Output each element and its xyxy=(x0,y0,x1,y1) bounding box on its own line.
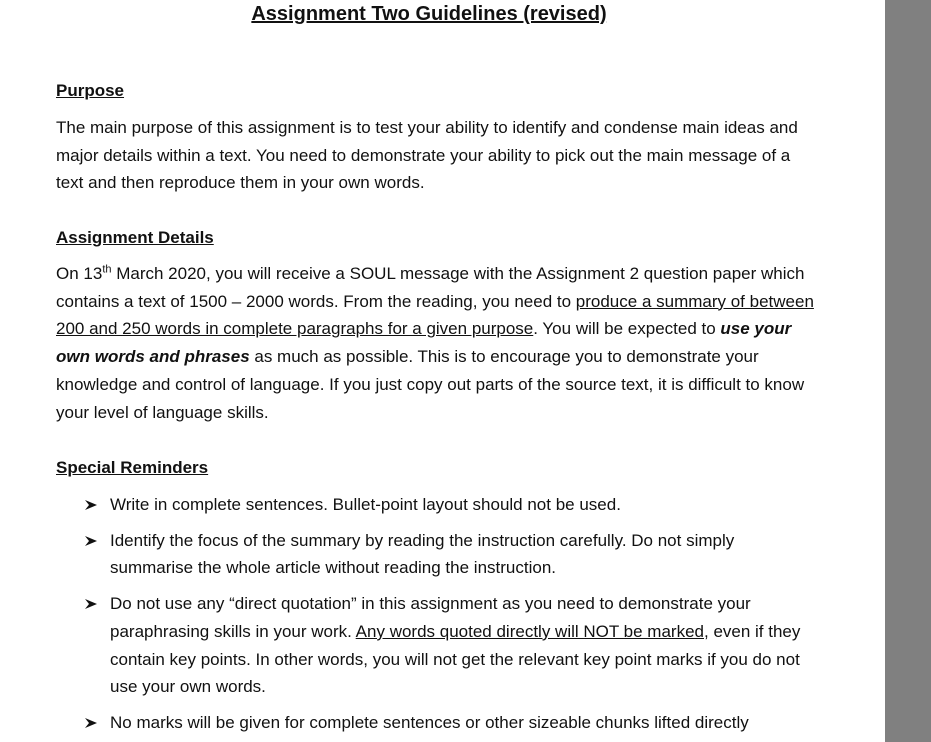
document-title: Assignment Two Guidelines (revised) xyxy=(251,3,607,25)
list-item xyxy=(84,709,814,737)
list-item xyxy=(84,527,814,582)
reminder-text: No marks will be given for complete sentences or other sizeable chunks lifted directly xyxy=(110,712,749,732)
reminder-text: Identify the focus of the summary by reading the instruction carefully. Do not simply summarise the whole article without reading the instruction. xyxy=(110,530,735,578)
reminder-text: , even if they contain key points. In other words, you will not get the relevant key point marks if you do not use your own words. xyxy=(110,621,801,697)
purpose-heading: Purpose xyxy=(56,81,125,100)
list-item xyxy=(84,491,814,519)
reminder-text: Write in complete sentences. Bullet-point layout should not be used. xyxy=(110,495,621,514)
list-item xyxy=(84,590,814,701)
details-text-1: On 13 xyxy=(56,264,103,283)
date-ordinal-suffix: th xyxy=(102,263,112,276)
details-text-6: as much as possible. This is to encourage you to demonstrate your knowledge and control of language. If you just copy out parts of the source text, it is difficult to know your level of language skills. xyxy=(56,347,805,422)
assignment-details-paragraph xyxy=(56,260,816,426)
special-reminders-heading: Special Reminders xyxy=(56,458,209,477)
viewer-side-gutter xyxy=(885,0,931,742)
arrowhead-bullet-icon xyxy=(84,535,98,547)
own-words-emphasis: use your own words and phrases xyxy=(56,319,792,367)
summary-requirement-underlined: produce a summary of between 200 and 250 words in complete paragraphs for a given purpose xyxy=(56,291,814,339)
arrowhead-bullet-icon xyxy=(84,717,98,729)
not-marked-warning-underlined: Any words quoted directly will NOT be marked xyxy=(355,621,704,641)
reminders-list xyxy=(84,491,814,737)
purpose-paragraph: The main purpose of this assignment is to test your ability to identify and condense main ideas and major details within a text. You need to demonstrate your ability to pick out the main message of a text and then reproduce them in your own words. xyxy=(56,118,798,193)
arrowhead-bullet-icon xyxy=(84,598,98,610)
arrowhead-bullet-icon xyxy=(84,499,98,511)
details-text-2: March 2020, you will receive a SOUL message with the Assignment 2 question paper which contains a text of 1500 – 2000 words. From the reading, you need to xyxy=(56,264,805,311)
reminder-text: Do not use any “direct quotation” in this assignment as you need to demonstrate your paraphrasing skills in your work. xyxy=(110,594,751,641)
details-text-4: . You will be expected to xyxy=(533,319,721,339)
assignment-details-heading: Assignment Details xyxy=(56,228,214,247)
